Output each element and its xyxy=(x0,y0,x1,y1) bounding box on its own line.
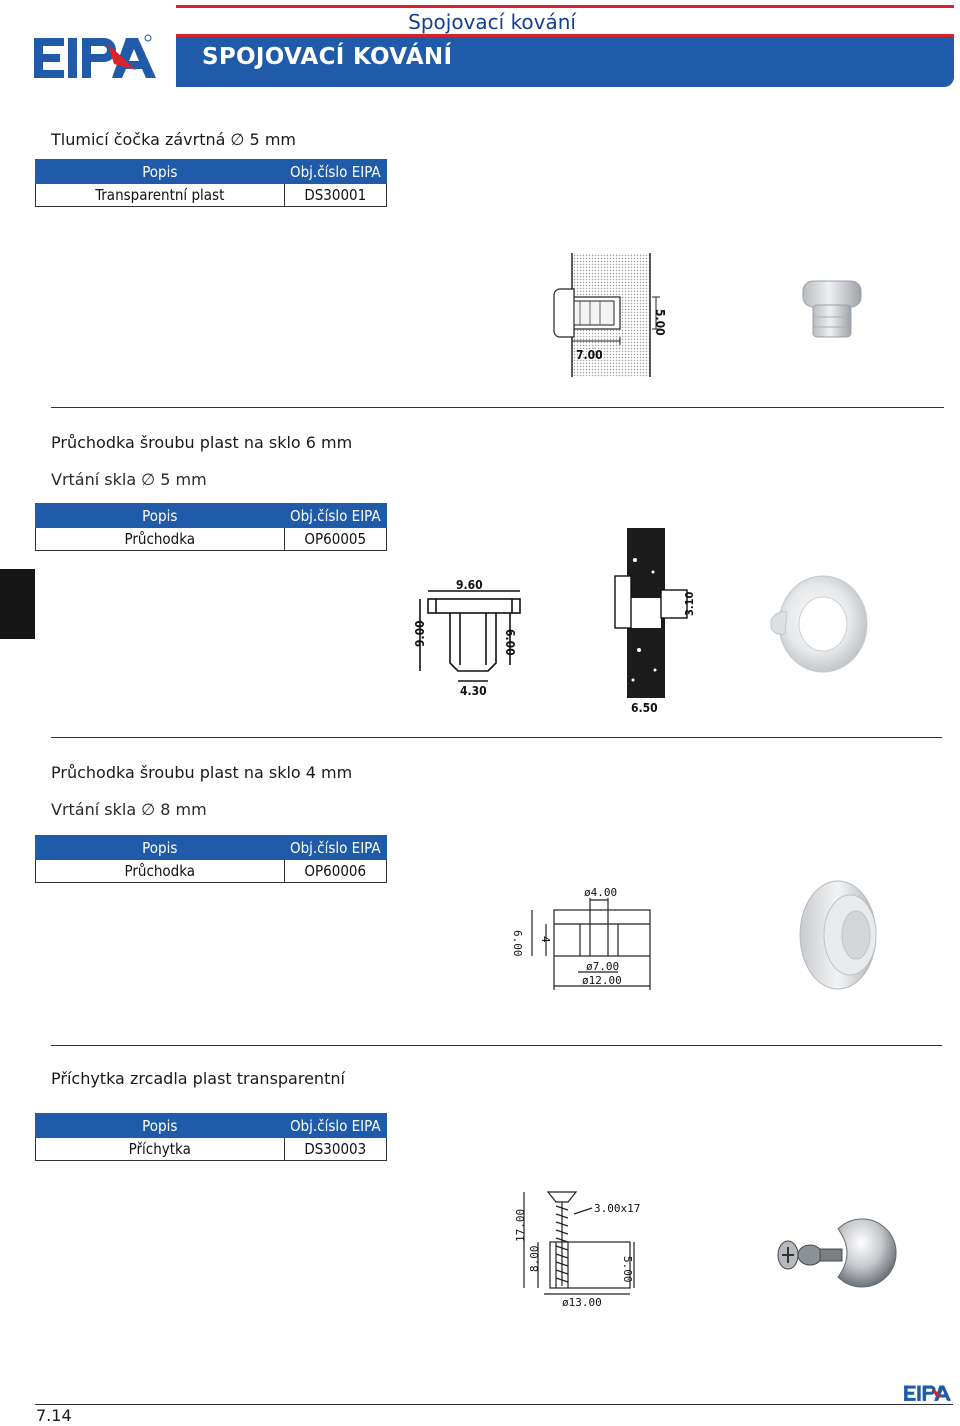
section-3-dim-3: 4 xyxy=(539,936,552,943)
section-3-product-photo xyxy=(798,875,888,995)
section-2-dim-3: 6.00 xyxy=(503,629,517,656)
section-divider-3 xyxy=(51,1045,942,1046)
section-1-technical-drawing xyxy=(540,245,700,385)
section-1-popis: Transparentní plast xyxy=(36,184,285,207)
col-header-obj: Obj.číslo EIPA xyxy=(284,1114,386,1138)
section-4-title: Příchytka zrcadla plast transparentní xyxy=(51,1069,345,1088)
section-3-popis: Průchodka xyxy=(36,860,285,883)
section-2-product-photo xyxy=(765,570,875,685)
section-4-table xyxy=(35,1113,387,1161)
section-4-technical-drawing xyxy=(500,1180,650,1310)
section-1-product-photo xyxy=(795,275,870,350)
section-2-subtitle: Vrtání skla ∅ 5 mm xyxy=(51,470,207,489)
col-header-popis: Popis xyxy=(36,836,285,860)
section-4-dim-2: 17.00 xyxy=(514,1208,527,1242)
col-header-obj: Obj.číslo EIPA xyxy=(284,836,386,860)
section-2-dim-4: 4.30 xyxy=(460,684,487,698)
col-header-obj: Obj.číslo EIPA xyxy=(284,160,386,184)
section-2-technical-drawing-section xyxy=(605,520,705,720)
header-title: Spojovací kování xyxy=(408,10,576,34)
col-header-obj: Obj.číslo EIPA xyxy=(284,504,386,528)
section-3-technical-drawing xyxy=(511,880,660,995)
section-3-dim-2: 6.00 xyxy=(511,930,524,957)
section-1-dim-1: 7.00 xyxy=(576,348,603,362)
page-number: 7.14 xyxy=(36,1406,72,1425)
section-2-dim-5: 6.50 xyxy=(631,701,658,715)
footer-eipa-logo xyxy=(902,1384,954,1404)
section-3-subtitle: Vrtání skla ∅ 8 mm xyxy=(51,800,207,819)
section-4-product-photo xyxy=(768,1215,893,1290)
section-1-dim-2: 5.00 xyxy=(653,309,667,336)
banner-red-line xyxy=(176,34,954,37)
header-top-line xyxy=(176,5,954,8)
section-2-dim-2: 9.00 xyxy=(413,620,427,647)
section-divider-2 xyxy=(51,737,942,738)
col-header-popis: Popis xyxy=(36,504,285,528)
section-1-obj: DS30001 xyxy=(284,184,386,207)
section-3-obj: OP60006 xyxy=(284,860,386,883)
section-4-dim-3: 8.00 xyxy=(528,1245,541,1272)
section-4-popis: Příchytka xyxy=(36,1138,285,1161)
section-3-dim-1: ø4.00 xyxy=(584,886,618,899)
section-2-popis: Průchodka xyxy=(36,528,285,551)
section-4-obj: DS30003 xyxy=(284,1138,386,1161)
footer-line xyxy=(35,1404,953,1405)
section-2-obj: OP60005 xyxy=(284,528,386,551)
section-2-table xyxy=(35,503,387,551)
section-3-dim-4: ø7.00 xyxy=(586,960,620,973)
section-3-table xyxy=(35,835,387,883)
eipa-logo xyxy=(34,34,158,86)
section-4-dim-5: ø13.00 xyxy=(562,1296,602,1309)
section-2-dim-6: 3.10 xyxy=(683,591,696,616)
section-4-dim-4: 5.00 xyxy=(621,1256,634,1283)
banner-title: SPOJOVACÍ KOVÁNÍ xyxy=(202,44,453,70)
section-2-technical-drawing-profile xyxy=(400,575,535,700)
col-header-popis: Popis xyxy=(36,1114,285,1138)
section-3-dim-5: ø12.00 xyxy=(582,974,622,987)
section-1-title: Tlumicí čočka závrtná ∅ 5 mm xyxy=(51,130,296,149)
section-divider-1 xyxy=(51,407,944,408)
section-2-title: Průchodka šroubu plast na sklo 6 mm xyxy=(51,433,353,452)
chapter-side-tab xyxy=(0,569,35,639)
section-1-table xyxy=(35,159,387,207)
section-4-dim-1: 3.00x17 xyxy=(594,1202,641,1215)
section-2-dim-1: 9.60 xyxy=(456,578,483,592)
section-3-title: Průchodka šroubu plast na sklo 4 mm xyxy=(51,763,353,782)
col-header-popis: Popis xyxy=(36,160,285,184)
